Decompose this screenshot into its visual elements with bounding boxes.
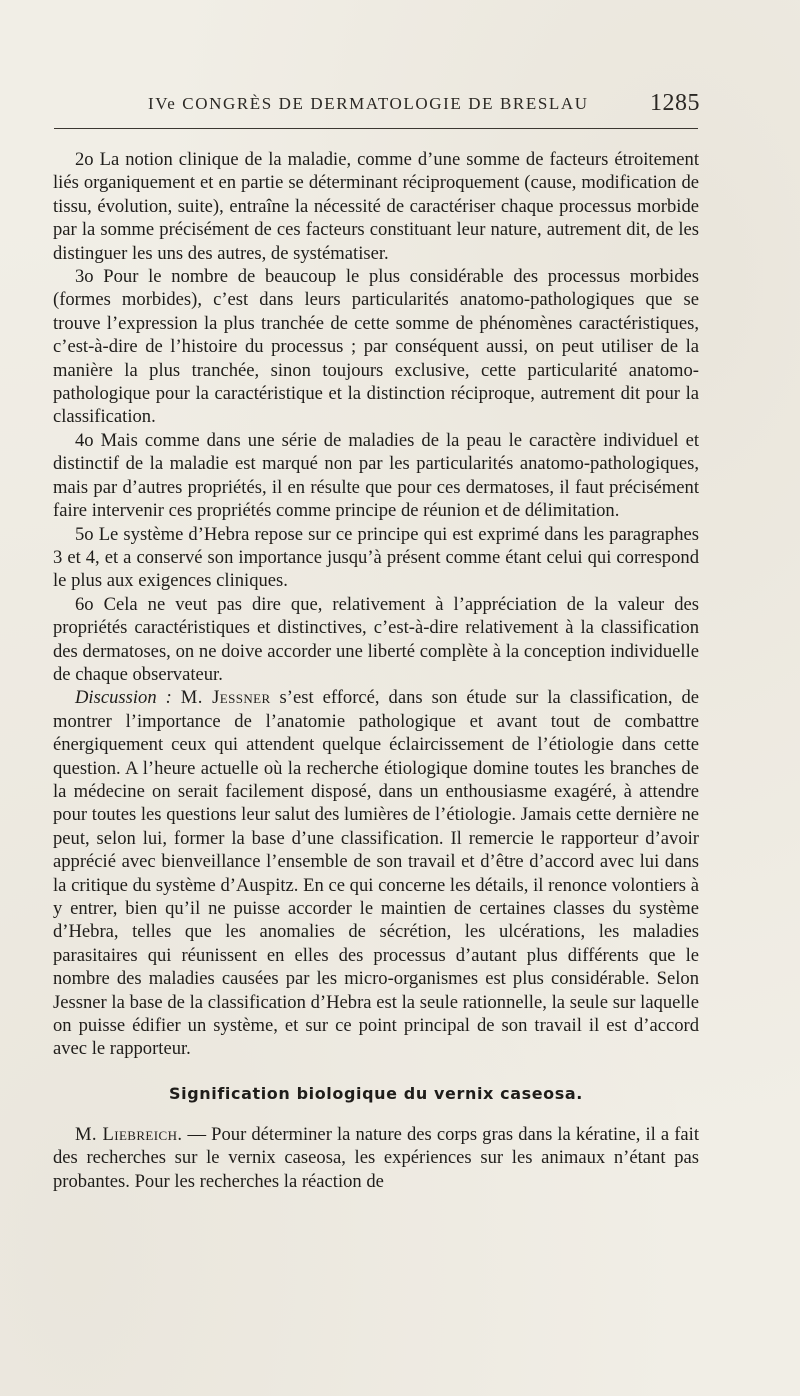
paragraph-3: 3o Pour le nombre de beaucoup le plus considérable des processus morbides (formes morbides), c’est dans leurs particularités anatomo-pathologiques que se trouve l’expression la plus tranchée de cette somme de phénomènes caractéristiques, c’est-à-dire de l’histoire du processus ; par conséquent aussi, on peut utiliser de la manière la plus tranchée, sinon toujours exclusive, cette particularité anatomo-pathologique pour la caractéristique et la distinction réciproque, autrement dit pour la classification.: [53, 266, 699, 428]
paragraph-2: 2o La notion clinique de la maladie, comme d’une somme de facteurs étroitement liés organiquement et en partie se déterminant réciproquement (cause, modification de tissu, évolution, suite), entraîne la nécessité de caractériser chaque processus morbide par la somme précisément de ces facteurs constituant leur nature, autrement dit, de les distinguer les uns des autres, de systématiser.: [53, 149, 699, 264]
paragraph-6: 6o Cela ne veut pas dire que, relativement à l’appréciation de la valeur des propriétés caractéristiques et distinctives, c’est-à-dire relativement à la classification des dermatoses, on ne doive accorder une liberté complète à la conception individuelle de chaque observateur.: [53, 593, 699, 685]
page-number: 1285: [650, 90, 700, 116]
paragraph-5: 5o Le système d’Hebra repose sur ce principe qui est exprimé dans les paragraphes 3 et 4, et a conservé son importance jusqu’à présent comme étant celui qui correspond le plus aux exigences cliniques.: [53, 523, 699, 592]
body-text: [53, 148, 699, 1193]
header-rule: [54, 128, 698, 129]
discussion-text: s’est efforcé, dans son étude sur la classification, de montrer l’importance de l’anatomie pathologique et avant tout de combattre énergiquement ceux qui attendent quelque éclaircissement de l’étiologie dans cette question. A l’heure actuelle où la recherche étiologique domine toutes les branches de la médecine on serait facilement disposé, dans un enthousiasme exagéré, à attendre pour toutes les questions leur salut des lumières de l’étiologie. Jamais cette dernière ne peut, selon lui, former la base d’une classification. Il remercie le rapporteur d’avoir apprécié avec bienveillance l’ensemble de son travail et d’être d’accord avec lui dans la critique du système d’Auspitz. En ce qui concerne les détails, il renonce volontiers à y entrer, bien qu’il ne puisse accorder le maintien de certaines classes du système d’Hebra, telles que les anomalies de sécrétion, les ulcérations, les maladies parasitaires qui réunissent en elles des processus d’autant plus différents que le nombre des maladies causées par les micro-organismes est plus considérable. Selon Jessner la base de la classification d’Hebra est la seule rationnelle, la seule sur laquelle on puisse édifier un système, et sur ce point principal de son travail il est d’accord avec le rapporteur.: [53, 687, 699, 1060]
section-speaker: M. Liebreich.: [75, 1123, 183, 1145]
discussion-paragraph: [53, 686, 699, 1061]
section-paragraph: [53, 1123, 699, 1193]
discussion-lead: Discussion :: [75, 687, 172, 709]
running-title: IVe CONGRÈS DE DERMATOLOGIE DE BRESLAU: [148, 94, 589, 113]
section-text: — Pour déterminer la nature des corps gras dans la kératine, il a fait des recherches sur le vernix caseosa, les expériences sur les animaux n’étant pas probantes. Pour les recherches la réaction de: [53, 1123, 699, 1192]
paragraph-4: 4o Mais comme dans une série de maladies de la peau le caractère individuel et distinctif de la maladie est marqué non par les particularités anatomo-pathologiques, mais par d’autres propriétés, il en résulte que pour ces dermatoses, il faut précisément faire intervenir ces propriétés comme principe de réunion et de délimitation.: [53, 429, 699, 522]
running-head: [64, 90, 704, 120]
section-heading: Signification biologique du vernix caseosa.: [169, 1083, 583, 1103]
discussion-speaker: M. Jessner: [180, 687, 271, 709]
